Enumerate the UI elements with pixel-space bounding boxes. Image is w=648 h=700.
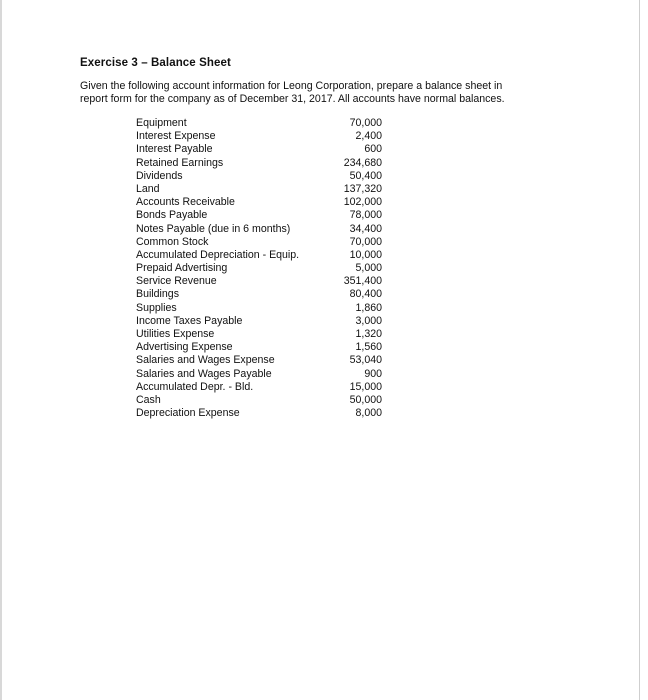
account-amount: 70,000 <box>349 117 382 129</box>
account-row <box>136 157 382 170</box>
account-amount: 80,400 <box>349 288 382 301</box>
account-row <box>136 354 382 367</box>
account-row <box>136 328 382 341</box>
account-name: Retained Earnings <box>136 156 224 169</box>
account-amount: 2,400 <box>355 130 382 143</box>
account-name: Salaries and Wages Expense <box>136 354 275 367</box>
account-amount: 3,000 <box>355 314 382 327</box>
account-amount: 78,000 <box>349 209 382 222</box>
account-name: Dividends <box>136 169 183 182</box>
account-row <box>136 170 382 183</box>
account-amount: 351,400 <box>343 275 382 288</box>
account-name: Equipment <box>136 117 187 129</box>
account-row <box>136 262 382 275</box>
exercise-instructions <box>80 80 560 106</box>
account-name: Land <box>136 182 160 195</box>
account-amount: 5,000 <box>355 262 382 275</box>
account-list <box>136 117 382 420</box>
account-name: Income Taxes Payable <box>136 314 243 327</box>
account-row <box>136 183 382 196</box>
account-name: Advertising Expense <box>136 341 233 354</box>
account-row <box>136 117 382 130</box>
account-name: Service Revenue <box>136 275 217 288</box>
account-amount: 8,000 <box>355 407 382 420</box>
account-amount: 1,560 <box>355 341 382 354</box>
page-left-edge <box>0 0 2 700</box>
account-row <box>136 288 382 301</box>
instructions-line-1: Given the following account information for Leong Corporation, prepare a balance sheet in <box>80 80 503 92</box>
account-row <box>136 249 382 262</box>
account-amount: 1,860 <box>355 301 382 314</box>
account-name: Cash <box>136 393 161 406</box>
account-name: Depreciation Expense <box>136 407 240 420</box>
account-amount: 102,000 <box>343 196 382 209</box>
account-amount: 34,400 <box>349 222 382 235</box>
account-row <box>136 275 382 288</box>
account-row <box>136 368 382 381</box>
account-row <box>136 196 382 209</box>
account-row <box>136 209 382 222</box>
account-amount: 234,680 <box>343 156 382 169</box>
account-name: Utilities Expense <box>136 328 215 340</box>
account-amount: 900 <box>364 367 382 380</box>
account-row <box>136 341 382 354</box>
account-amount: 70,000 <box>349 235 382 248</box>
account-row <box>136 394 382 407</box>
account-name: Common Stock <box>136 235 209 248</box>
account-amount: 50,400 <box>349 169 382 182</box>
account-amount: 1,320 <box>355 328 382 340</box>
account-row <box>136 315 382 328</box>
account-name: Buildings <box>136 288 179 301</box>
account-row <box>136 143 382 156</box>
account-row <box>136 130 382 143</box>
instructions-line-2: report form for the company as of December 31, 2017. All accounts have normal balances. <box>80 93 505 105</box>
account-amount: 10,000 <box>349 248 382 261</box>
account-amount: 53,040 <box>349 354 382 367</box>
account-name: Interest Expense <box>136 130 216 143</box>
account-amount: 600 <box>364 143 382 156</box>
account-row <box>136 223 382 236</box>
account-row <box>136 407 382 420</box>
account-name: Accumulated Depr. - Bld. <box>136 380 254 393</box>
account-amount: 15,000 <box>349 380 382 393</box>
account-row <box>136 381 382 394</box>
account-name: Accumulated Depreciation - Equip. <box>136 248 300 261</box>
account-name: Prepaid Advertising <box>136 262 228 275</box>
account-amount: 50,000 <box>349 393 382 406</box>
account-name: Interest Payable <box>136 143 213 156</box>
account-name: Bonds Payable <box>136 209 208 222</box>
account-name: Notes Payable (due in 6 months) <box>136 222 291 235</box>
account-amount: 137,320 <box>343 182 382 195</box>
account-name: Accounts Receivable <box>136 196 235 209</box>
exercise-title: Exercise 3 – Balance Sheet <box>80 57 231 69</box>
account-row <box>136 236 382 249</box>
account-name: Supplies <box>136 301 177 314</box>
account-row <box>136 302 382 315</box>
account-name: Salaries and Wages Payable <box>136 367 272 380</box>
